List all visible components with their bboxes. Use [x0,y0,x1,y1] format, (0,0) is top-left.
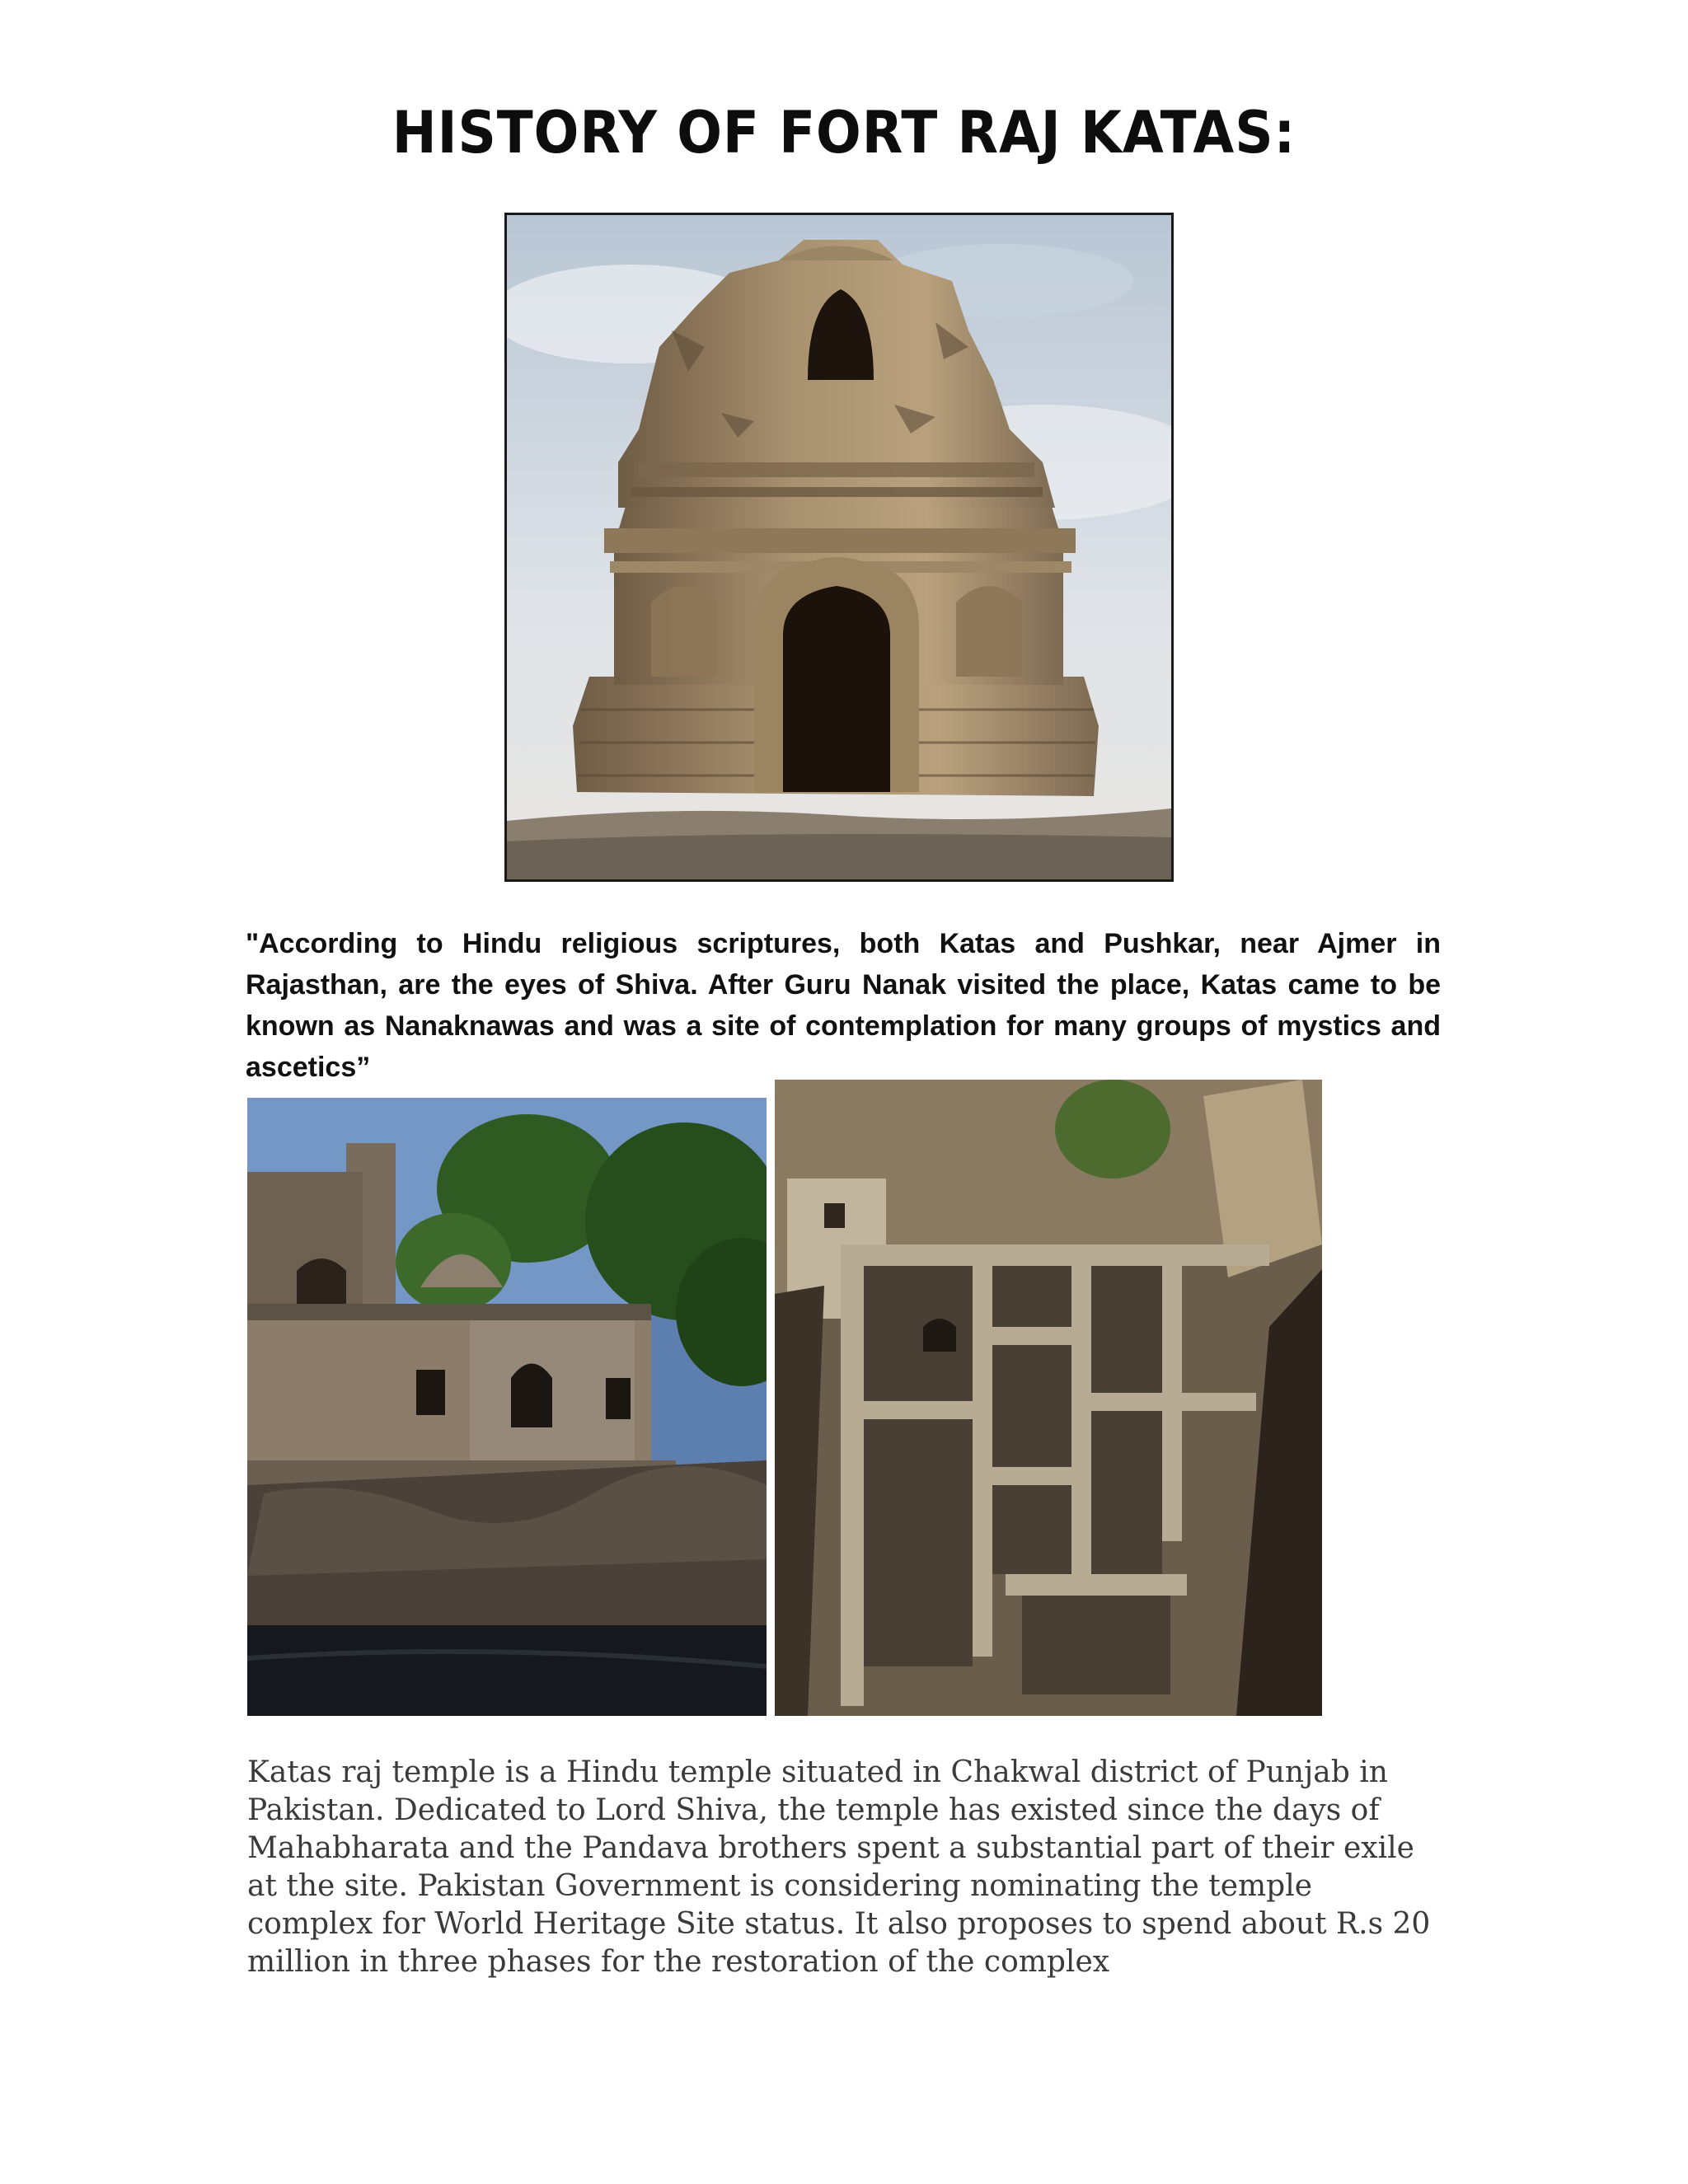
ruins-aerial-photo [775,1080,1322,1716]
page-title: HISTORY OF FORT RAJ KATAS: [392,99,1296,166]
temple-illustration [507,215,1171,879]
quote-paragraph: "According to Hindu religious scriptures, both Katas and Pushkar, near Ajmer in Rajasthan, are the eyes of Shiva. After Guru Nanak visited the place, Katas came to be known as Nanaknawas and was a site of contemplation for many groups of mystics and ascetics” [246,928,1441,1083]
temple-pond-photo [247,1098,767,1716]
body-paragraph: Katas raj temple is a Hindu temple situated in Chakwal district of Punjab in Pakistan. Dedicated to Lord Shiva, the temple has existed since the days of Mahabharata and the Pandava brothers spent a substantial part of their exile at the site. Pakistan Government is considering nominating the temple complex for World Heritage Site status. It also proposes to spend about R.s 20 million in three phases for the restoration of the complex [247,1755,1431,1979]
temple-pond-illustration [247,1098,767,1716]
temple-photo [504,213,1174,882]
ruins-aerial-illustration [775,1080,1322,1716]
